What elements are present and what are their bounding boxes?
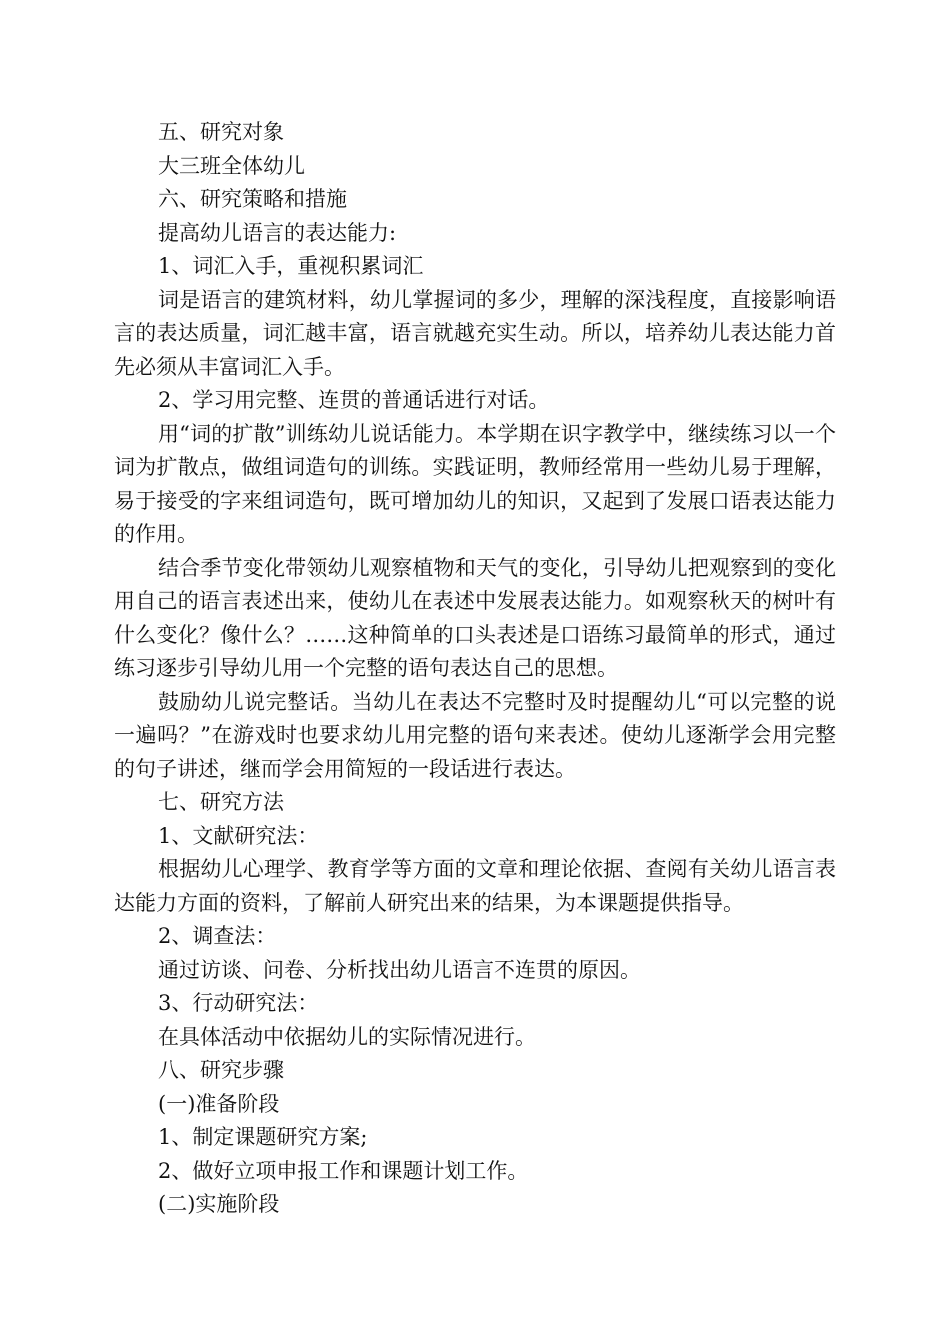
section-heading: 五、研究对象 <box>158 120 284 144</box>
text-line: 在具体活动中依据幼儿的实际情况进行。 <box>158 1024 536 1049</box>
document-body <box>114 116 836 1222</box>
paragraph: 鼓励幼儿说完整话。当幼儿在表达不完整时及时提醒幼儿“可以完整的说一遍吗？”在游戏时也要求幼儿用完整的语句来表述。使幼儿逐渐学会用完整的句子讲述，继而学会用简短的一段话进行表达。 <box>114 689 836 781</box>
text-line: 通过访谈、问卷、分析找出幼儿语言不连贯的原因。 <box>158 957 641 982</box>
subheading: 2、调查法： <box>158 924 277 948</box>
subheading: (二)实施阶段 <box>158 1192 280 1216</box>
text-line: 提高幼儿语言的表达能力: <box>158 220 397 245</box>
text-line: 大三班全体幼儿 <box>158 153 305 178</box>
subheading: (一)准备阶段 <box>158 1091 280 1116</box>
list-item: 1、制定课题研究方案; <box>158 1125 368 1149</box>
subheading: 3、行动研究法： <box>158 991 319 1015</box>
section-heading: 七、研究方法 <box>158 790 284 814</box>
subheading: 1、文献研究法： <box>158 823 319 848</box>
subheading: 1、词汇入手，重视积累词汇 <box>158 254 424 278</box>
paragraph: 用“词的扩散”训练幼儿说话能力。本学期在识字教学中，继续练习以一个词为扩散点，做组词造句的训练。实践证明，教师经常用一些幼儿易于理解，易于接受的字来组词造句，既可增加幼儿的知识，又起到了发展口语表达能力的作用。 <box>114 421 836 546</box>
section-heading: 八、研究步骤 <box>158 1058 284 1082</box>
paragraph: 词是语言的建筑材料，幼儿掌握词的多少，理解的深浅程度，直接影响语言的表达质量，词汇越丰富，语言就越充实生动。所以，培养幼儿表达能力首先必须从丰富词汇入手。 <box>114 287 836 379</box>
section-heading: 六、研究策略和措施 <box>158 187 347 211</box>
paragraph: 结合季节变化带领幼儿观察植物和天气的变化，引导幼儿把观察到的变化用自己的语言表述出来，使幼儿在表述中发展表达能力。如观察秋天的树叶有什么变化？像什么？……这种简单的口头表述是口语练习最简单的形式，通过练习逐步引导幼儿用一个完整的语句表达自己的思想。 <box>114 555 836 680</box>
paragraph: 根据幼儿心理学、教育学等方面的文章和理论依据、查阅有关幼儿语言表达能力方面的资料，了解前人研究出来的结果，为本课题提供指导。 <box>114 857 836 915</box>
list-item: 2、做好立项申报工作和课题计划工作。 <box>158 1158 529 1183</box>
subheading: 2、学习用完整、连贯的普通话进行对话。 <box>158 388 550 412</box>
